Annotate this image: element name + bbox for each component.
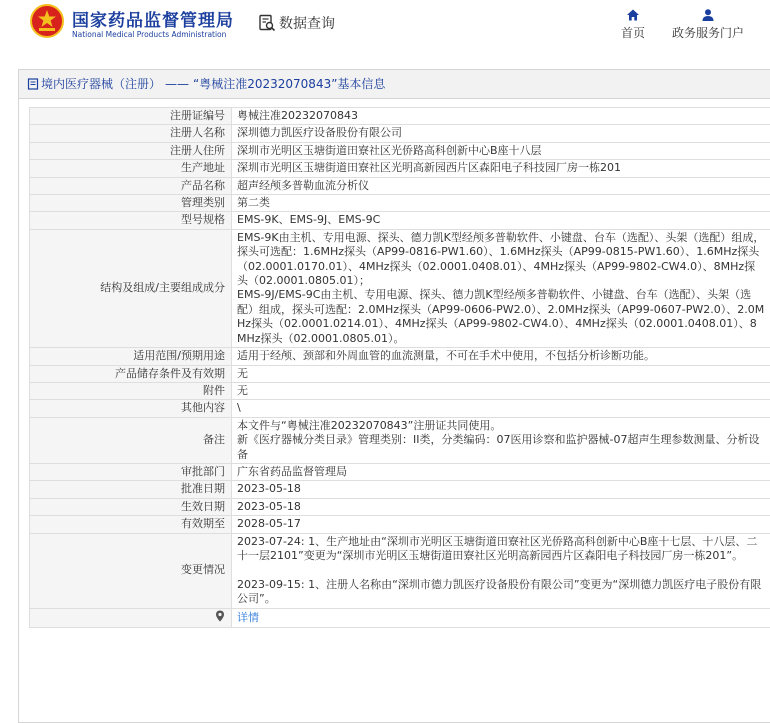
location-pin-icon (215, 610, 225, 622)
field-label: 其他内容 (30, 400, 232, 417)
field-value: 深圳市光明区玉塘街道田寮社区光明高新园西片区森阳电子科技园厂房一栋201 (232, 160, 770, 177)
table-row (30, 108, 770, 125)
site-header (0, 0, 770, 52)
nav-portal-label: 政务服务门户 (672, 26, 744, 40)
field-value: 2028-05-17 (232, 516, 770, 533)
field-value: 2023-05-18 (232, 481, 770, 498)
table-row (30, 417, 770, 463)
table-row (30, 365, 770, 382)
table-row (30, 608, 770, 627)
page-title: “粤械注准20232070843”基本信息 (193, 70, 385, 98)
table-row (30, 516, 770, 533)
data-query-link[interactable] (258, 13, 335, 33)
nav-home[interactable] (616, 8, 650, 41)
site-name-cn[interactable]: 国家药品监督管理局 (72, 6, 234, 31)
field-value: 超声经颅多普勒血流分析仪 (232, 177, 770, 194)
nav-home-label: 首页 (621, 26, 645, 40)
detail-link[interactable]: 详情 (237, 611, 259, 624)
field-label: 注册证编号 (30, 108, 232, 125)
table-row (30, 481, 770, 498)
field-value: 广东省药品监督管理局 (232, 463, 770, 480)
table-row (30, 160, 770, 177)
table-row (30, 195, 770, 212)
field-label: 结构及组成/主要组成成分 (30, 229, 232, 347)
nav-service-portal[interactable] (670, 8, 746, 41)
home-icon (626, 8, 640, 22)
table-row (30, 463, 770, 480)
field-label: 产品储存条件及有效期 (30, 365, 232, 382)
field-label: 变更情况 (30, 533, 232, 608)
table-row (30, 229, 770, 347)
field-value: \ (232, 400, 770, 417)
field-label: 注册人住所 (30, 142, 232, 159)
table-row (30, 142, 770, 159)
field-value: EMS-9K由主机、专用电源、探头、德力凯K型经颅多普勒软件、小键盘、台车（选配）、头架（选配）组成，探头可选配：1.6MHz探头（AP99-0816-PW1.60）、1.6MHz探头（AP99-0815-PW1.60）、1.6MHz探头（02.0001.0170.01）、4MHz探头（02.0001.0408.01）、4MHz探头（AP99-9802-CW4.0）、8MHz探头（02.0001.0805.01）； EMS-9J/EMS-9C由主机、专用电源、探头、德力凯K型经颅多普勒软件、小键盘、台车（选配）、头架（选配）组成，探头可选配：2.0MHz探头（AP99-0606-PW2.0）、2.0MHz探头（AP99-0607-PW2.0）、2.0MHz探头（02.0001.0214.01）、4MHz探头（AP99-9802-CW4.0）、4MHz探头（02.0001.0408.01）、8MHz探头（02.0001.0805.01）。 (232, 229, 770, 347)
field-value: 本文件与“粤械注准20232070843”注册证共同使用。 新《医疗器械分类目录》管理类别：II类，分类编码：07医用诊察和监护器械-07超声生理参数测量、分析设备 (232, 417, 770, 463)
field-value: EMS-9K、EMS-9J、EMS-9C (232, 212, 770, 229)
field-value: 2023-07-24: 1、生产地址由“深圳市光明区玉塘街道田寮社区光侨路高科创新中心B座十七层、十八层、二十一层2101”变更为“深圳市光明区玉塘街道田寮社区光明高新园西片区森阳电子科技园厂房一栋201”。 2023-09-15: 1、注册人名称由“深圳市德力凯医疗设备股份有限公司”变更为“深圳德力凯医疗电子股份有限公司”。 (232, 533, 770, 608)
detail-panel (18, 69, 770, 723)
national-emblem-icon (30, 4, 64, 38)
field-label: 审批部门 (30, 463, 232, 480)
table-row (30, 125, 770, 142)
breadcrumb-separator: —— (165, 70, 189, 98)
breadcrumb-section[interactable]: 境内医疗器械（注册） (41, 70, 161, 98)
field-label: 适用范围/预期用途 (30, 348, 232, 365)
field-label (30, 608, 232, 627)
table-row (30, 533, 770, 608)
field-label: 管理类别 (30, 195, 232, 212)
document-icon (27, 78, 39, 90)
field-label: 附件 (30, 382, 232, 399)
field-label: 产品名称 (30, 177, 232, 194)
field-value: 第二类 (232, 195, 770, 212)
table-row (30, 212, 770, 229)
data-query-label: 数据查询 (279, 13, 335, 33)
detail-cell (232, 608, 770, 627)
field-label: 批准日期 (30, 481, 232, 498)
field-value: 2023-05-18 (232, 498, 770, 515)
field-label: 型号规格 (30, 212, 232, 229)
field-value: 适用于经颅、颈部和外周血管的血流测量，不可在手术中使用，不包括分析诊断功能。 (232, 348, 770, 365)
field-value: 深圳德力凯医疗设备股份有限公司 (232, 125, 770, 142)
user-icon (701, 8, 715, 22)
field-label: 生产地址 (30, 160, 232, 177)
field-label: 注册人名称 (30, 125, 232, 142)
table-row (30, 498, 770, 515)
table-row (30, 348, 770, 365)
table-row (30, 382, 770, 399)
field-value: 无 (232, 365, 770, 382)
field-value: 粤械注准20232070843 (232, 108, 770, 125)
site-name-en: National Medical Products Administration (72, 30, 226, 39)
table-row (30, 177, 770, 194)
field-label: 备注 (30, 417, 232, 463)
breadcrumb (19, 70, 770, 99)
field-value: 深圳市光明区玉塘街道田寮社区光侨路高科创新中心B座十八层 (232, 142, 770, 159)
field-label: 有效期至 (30, 516, 232, 533)
registration-info-table (29, 107, 770, 628)
table-row (30, 400, 770, 417)
document-search-icon (258, 14, 276, 32)
field-value: 无 (232, 382, 770, 399)
field-label: 生效日期 (30, 498, 232, 515)
